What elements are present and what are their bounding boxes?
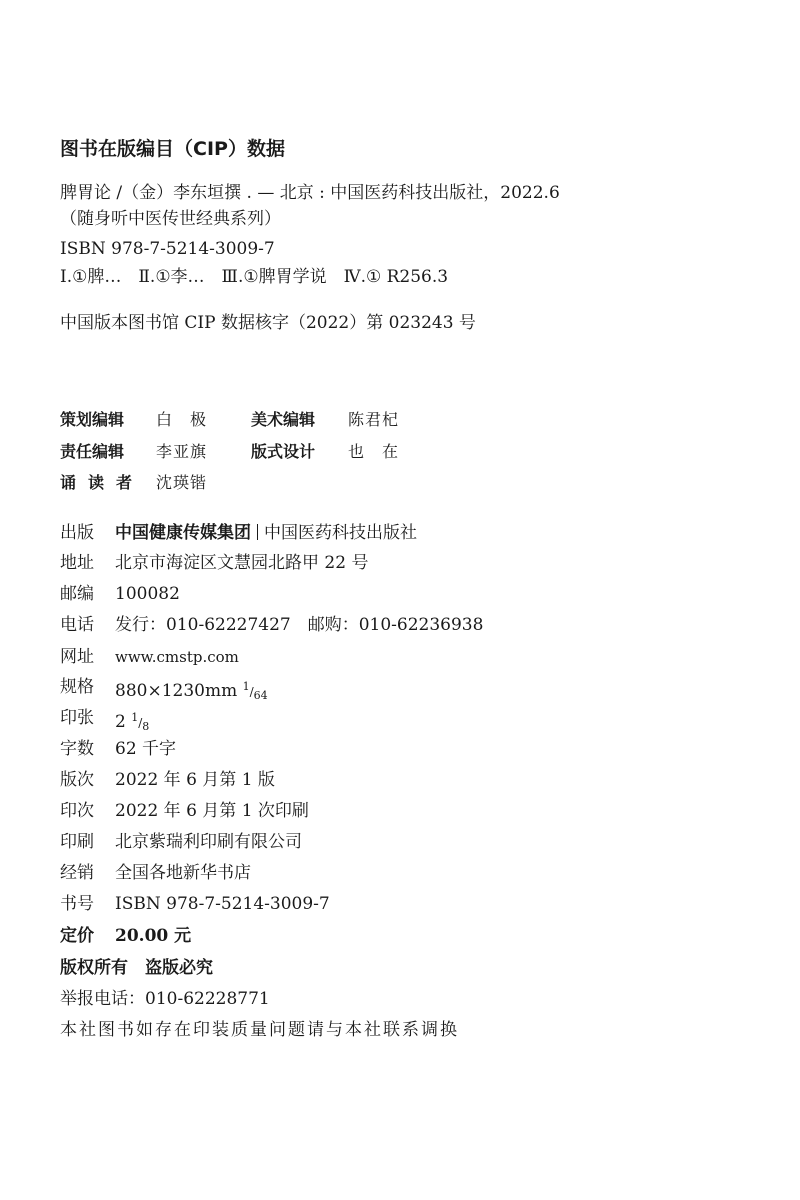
sheets-value [115, 707, 149, 738]
distributor-label: 经销 [60, 863, 94, 883]
printer-value: 北京紫瑞利印刷有限公司 [115, 832, 302, 852]
address-label: 地址 [60, 553, 94, 573]
sheets-whole: 2 [115, 712, 126, 732]
copyright-notice: 版权所有 盗版必究 [60, 958, 213, 978]
responsible-editor-label: 责任编辑 [60, 442, 125, 461]
publisher-label: 出版 [60, 523, 94, 543]
cip-line-1: 脾胃论 /（金）李东垣撰 . — 北京 : 中国医药科技出版社，2022.6 [60, 183, 560, 203]
sheets-label: 印张 [60, 708, 94, 728]
publisher-name: 中国医药科技出版社 [264, 523, 417, 543]
price-value: 20.00 元 [115, 926, 192, 946]
edition-value: 2022 年 6 月第 1 版 [115, 770, 275, 790]
words-label: 字数 [60, 739, 94, 759]
reader: 沈瑛锴 [156, 473, 208, 492]
printing-value: 2022 年 6 月第 1 次印刷 [115, 801, 309, 821]
distributor-value: 全国各地新华书店 [115, 863, 251, 883]
format-value [115, 676, 268, 707]
printing-label: 印次 [60, 801, 94, 821]
publisher-divider [257, 524, 258, 540]
publisher-group: 中国健康传媒集团 [115, 523, 251, 543]
format-size: 880×1230mm [115, 681, 238, 701]
sheets-fraction: $^1/_8$ [131, 711, 150, 733]
cip-line-2: （随身听中医传世经典系列） [60, 209, 281, 229]
quality-notice: 本社图书如存在印装质量问题请与本社联系调换 [60, 1020, 459, 1040]
book-number-value: ISBN 978-7-5214-3009-7 [115, 894, 330, 914]
art-editor: 陈君杞 [348, 410, 400, 429]
planning-editor-label: 策划编辑 [60, 410, 125, 429]
reader-label: 诵读者 [60, 473, 145, 492]
planning-editor: 白 极 [156, 410, 208, 429]
cip-classification: Ⅰ.①脾… Ⅱ.①李… Ⅲ.①脾胃学说 Ⅳ.① R256.3 [60, 267, 449, 287]
website-label: 网址 [60, 647, 94, 667]
report-phone: 举报电话：010-62228771 [60, 989, 270, 1009]
edition-label: 版次 [60, 770, 94, 790]
website-value: www.cmstp.com [115, 648, 239, 666]
book-number-label: 书号 [60, 894, 94, 914]
words-value: 62 千字 [115, 739, 177, 759]
postcode-label: 邮编 [60, 584, 94, 604]
cip-isbn: ISBN 978-7-5214-3009-7 [60, 239, 275, 259]
layout-design-label: 版式设计 [251, 442, 316, 461]
format-label: 规格 [60, 677, 94, 697]
phone-label: 电话 [60, 615, 94, 635]
responsible-editor: 李亚旗 [156, 442, 208, 461]
art-editor-label: 美术编辑 [251, 410, 316, 429]
postcode-value: 100082 [115, 584, 180, 604]
address-value: 北京市海淀区文慧园北路甲 22 号 [115, 553, 369, 573]
cip-title: 图书在版编目（CIP）数据 [60, 138, 285, 160]
format-fraction: $^1/_{64}$ [242, 680, 268, 702]
publisher-value [115, 522, 417, 544]
price-label: 定价 [60, 926, 94, 946]
printer-label: 印刷 [60, 832, 94, 852]
phone-value: 发行：010-62227427 邮购：010-62236938 [115, 615, 484, 635]
layout-design: 也 在 [348, 442, 400, 461]
cip-core-number: 中国版本图书馆 CIP 数据核字（2022）第 023243 号 [60, 313, 476, 333]
